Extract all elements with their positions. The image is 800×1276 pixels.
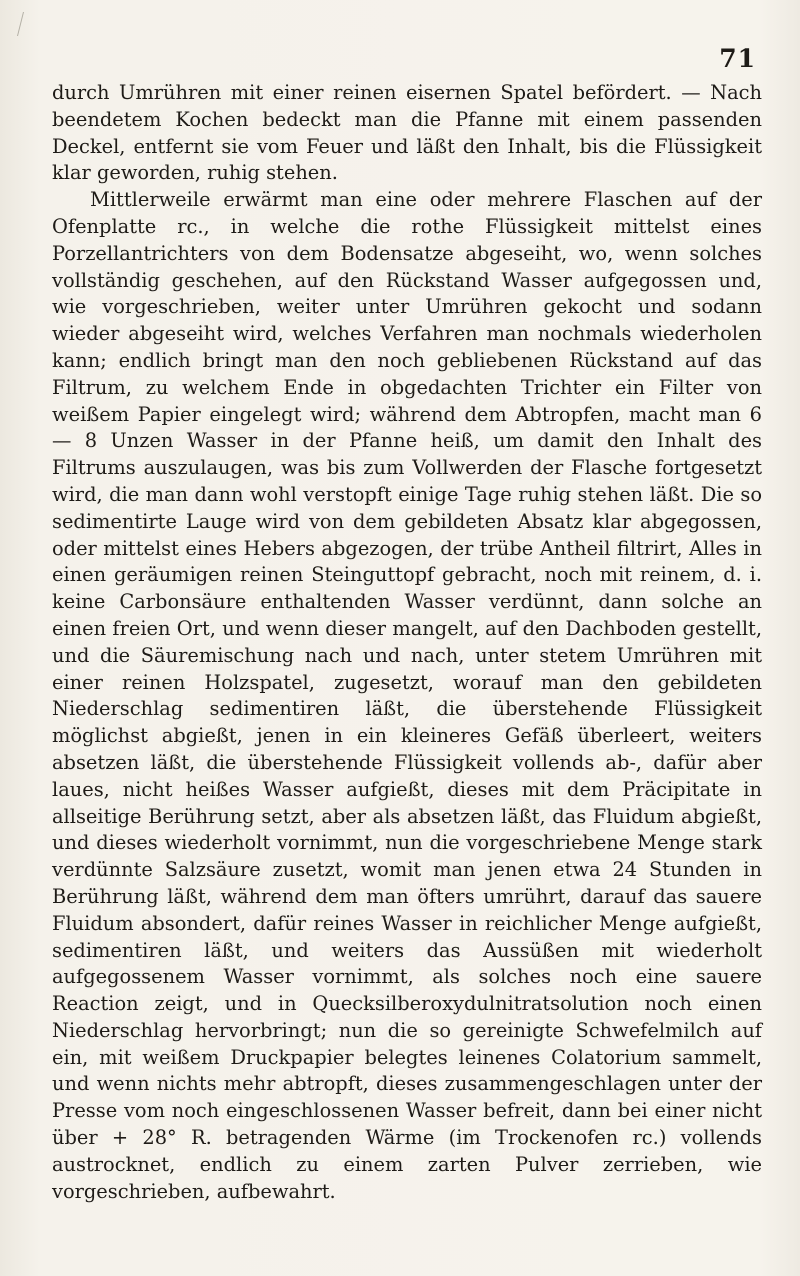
page-number: 71: [719, 44, 756, 73]
paragraph-1: durch Umrühren mit einer reinen eisernen Spatel befördert. — Nach beendetem Kochen bedeckt man die Pfanne mit einem passenden Deckel, entfernt sie vom Feuer und läßt den Inhalt, bis die Flüssigkeit klar geworden, ruhig stehen.: [52, 81, 762, 185]
paragraph-2: Mittlerweile erwärmt man eine oder mehrere Flaschen auf der Ofenplatte rc., in welche die rothe Flüssigkeit mittelst eines Porzellantrichters von dem Bodensatze abgeseiht, wo, wenn solches vollständig geschehen, auf den Rückstand Wasser aufgegossen und, wie vorgeschrieben, weiter unter Umrühren gekocht und sodann wieder abgeseiht wird, welches Verfahren man nochmals wiederholen kann; endlich bringt man den noch gebliebenen Rückstand auf das Filtrum, zu welchem Ende in obgedachten Trichter ein Filter von weißem Papier eingelegt wird; während dem Abtropfen, macht man 6 — 8 Unzen Wasser in der Pfanne heiß, um damit den Inhalt des Filtrums auszulaugen, was bis zum Vollwerden der Flasche fortgesetzt wird, die man dann wohl verstopft einige Tage ruhig stehen läßt. Die so sedimentirte Lauge wird von dem gebildeten Absatz klar abgegossen, oder mittelst eines Hebers abgezogen, der trübe Antheil filtrirt, Alles in einen geräumigen reinen Steinguttopf gebracht, noch mit reinem, d. i. keine Carbonsäure enthaltenden Wasser verdünnt, dann solche an einen freien Ort, und wenn dieser mangelt, auf den Dachboden gestellt, und die Säuremischung nach und nach, unter stetem Umrühren mit einer reinen Holzspatel, zugesetzt, worauf man den gebildeten Niederschlag sedimentiren läßt, die überstehende Flüssigkeit möglichst abgießt, jenen in ein kleineres Gefäß überleert, weiters absetzen läßt, die überstehende Flüssigkeit vollends ab-, dafür aber laues, nicht heißes Wasser aufgießt, dieses mit dem Präcipitate in allseitige Berührung setzt, aber als absetzen läßt, das Fluidum abgießt, und dieses wiederholt vornimmt, nun die vorgeschriebene Menge stark verdünnte Salzsäure zusetzt, womit man jenen etwa 24 Stunden in Berührung läßt, während dem man öfters umrührt, darauf das sauere Fluidum absondert, dafür reines Wasser in reichlicher Menge aufgießt, sedimentiren läßt, und weiters das Aussüßen mit wiederholt aufgegossenem Wasser vornimmt, als solches noch eine sauere Reaction zeigt, und in Quecksilberoxydulnitratsolution noch einen Niederschlag hervorbringt; nun die so gereinigte Schwefelmilch auf ein, mit weißem Druckpapier belegtes leinenes Colatorium sammelt, und wenn nichts mehr abtropft, dieses zusammengeschlagen unter der Presse vom noch eingeschlossenen Wasser befreit, dann bei einer nicht über + 28° R. betragenden Wärme (im Trockenofen rc.) vollends austrocknet, endlich zu einem zarten Pulver zerrieben, wie vorgeschrieben, aufbewahrt.: [52, 188, 762, 1203]
scan-edge-mark: [17, 12, 38, 36]
page-text-body: [52, 80, 762, 1205]
